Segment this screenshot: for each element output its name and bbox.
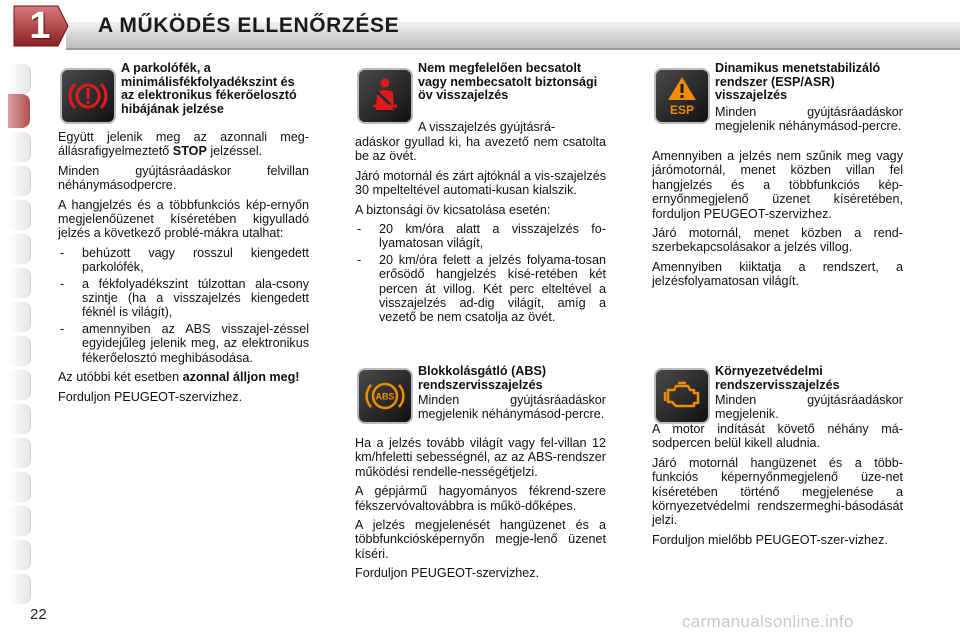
abs-warning-icon — [357, 368, 413, 424]
text: Együtt jelenik meg az azonnali meg-állásrafigyelmeztető — [58, 130, 309, 159]
esp-icon-label: ESP — [669, 103, 695, 117]
side-tab-active[interactable] — [8, 94, 30, 128]
side-tab[interactable] — [8, 472, 31, 502]
problem-list — [58, 246, 309, 365]
side-tab[interactable] — [8, 234, 31, 264]
page-title: A MŰKÖDÉS ELLENŐRZÉSE — [98, 14, 400, 37]
paragraph: Forduljon mielőbb PEUGEOT-szer-vizhez. — [652, 532, 888, 547]
paragraph: Járó motornál, menet közben a rend-szerbekapcsolásakor a jelzés villog. — [652, 226, 903, 255]
seatbelt-warning-icon — [357, 68, 413, 124]
text: jelzéssel. — [206, 144, 263, 159]
side-tab[interactable] — [8, 404, 31, 434]
text: Az utóbbi két esetben — [58, 370, 183, 385]
column-2-seatbelt-body — [355, 135, 606, 330]
side-chapter-tabs — [0, 56, 34, 616]
esp-warning-icon — [654, 68, 710, 124]
stop-now-keyword: azonnal álljon meg! — [182, 370, 300, 385]
paragraph: A jelzés megjelenését hangüzenet és a többfunkciósképernyőn megje-lenő üzenet kíséri. — [355, 518, 606, 561]
header-rule — [66, 48, 960, 50]
side-tab[interactable] — [8, 132, 31, 162]
abs-intro: Minden gyújtásráadáskor megjelenik néhánymásod-percre. — [418, 393, 606, 421]
side-tab[interactable] — [8, 506, 31, 536]
paragraph: Forduljon PEUGEOT-szervizhez. — [355, 566, 540, 581]
paragraph: Amennyiben kiiktatja a rendszert, a jelzésfolyamatosan világít. — [652, 259, 903, 289]
engine-intro: Minden gyújtásráadáskor megjelenik. — [715, 393, 903, 421]
side-tab[interactable] — [8, 438, 31, 468]
list-item: - a fékfolyadékszint túlzottan ala-csony szintje (ha a visszajelzés kiengedett féknél is világít), — [58, 277, 309, 320]
seatbelt-title: Nem megfelelően becsatolt vagy nembecsatolt biztonsági öv visszajelzés — [418, 61, 598, 103]
paragraph: A biztonsági öv kicsatolása esetén: — [355, 202, 551, 217]
paragraph: Amennyiben a jelzés nem szűnik meg vagy járómotornál, menet közben villan fel hangjelzés és a többfunkciós kép-ernyőnmegjelenő üzenet kíséretében, forduljon PEUGEOT-szervizhez. — [652, 149, 903, 221]
paragraph: Járó motornál hangüzenet és a több-funkciós képernyőnmegjelenő üze-net kíséretében történő megjelenése a környezetvédelmi rendszermeghi-básodását jelzi. — [652, 455, 903, 528]
esp-title: Dinamikus menetstabilizáló rendszer (ESP/ASR) visszajelzés — [715, 61, 881, 103]
list-item: - amennyiben az ABS visszajel-zéssel egyidejűleg jelenik meg, az elektronikus fékerőelosztó meghibásodása. — [58, 322, 309, 365]
side-tab[interactable] — [8, 574, 31, 604]
page-number: 22 — [30, 606, 47, 623]
esp-intro: Minden gyújtásráadáskor megjelenik néhánymásod-percre. — [715, 105, 903, 133]
column-3-esp-body — [652, 149, 903, 294]
paragraph: Járó motornál és zárt ajtóknál a vis-szajelzés 30 mpelteltével automati-kusan kialszik. — [355, 168, 606, 198]
side-tab[interactable] — [8, 64, 31, 94]
side-tab[interactable] — [8, 166, 31, 196]
chapter-number: 1 — [29, 5, 51, 47]
side-tab[interactable] — [8, 370, 31, 400]
list-item: - 20 km/óra alatt a visszajelzés fo-lyamatosan világít, — [355, 222, 606, 251]
side-tab[interactable] — [8, 200, 31, 230]
seatbelt-intro: A visszajelzés gyújtásrá- — [418, 120, 556, 134]
column-2-abs-body — [355, 436, 606, 586]
column-3-engine-body — [652, 422, 903, 552]
paragraph: A hangjelzés és a többfunkciós kép-ernyőn megjelenőüzenet kíséretében kigyulladó jelzés a következő problé-mákra utalhat: — [58, 197, 309, 241]
engine-title: Környezetvédelmi rendszervisszajelzés — [715, 364, 840, 392]
paragraph: Forduljon PEUGEOT-szervizhez. — [58, 389, 243, 404]
paragraph: A gépjármű hagyományos fékrend-szere fékszervóvaltovábbra is műkö-dőképes. — [355, 484, 606, 513]
page-header — [0, 0, 960, 52]
engine-warning-icon — [654, 368, 710, 424]
seatbelt-list — [355, 222, 606, 325]
paragraph: Ha a jelzés tovább világít vagy fel-villan 12 km/hfeletti sebességnél, az az ABS-rendszer működési rendelle-nességétjelzi. — [355, 436, 606, 479]
side-tab[interactable] — [8, 268, 31, 298]
paragraph: Minden gyújtásráadáskor felvillan néhánymásodpercre. — [58, 163, 309, 193]
side-tab[interactable] — [8, 302, 31, 332]
stop-keyword: STOP — [172, 144, 207, 159]
paragraph: A motor indítását követő néhány má-sodpercen belül kikell aludnia. — [652, 422, 903, 451]
list-item: - behúzott vagy rosszul kiengedett parkolófék, — [58, 246, 309, 275]
paragraph: adáskor gyullad ki, ha avezető nem csatolta be az övét. — [355, 135, 606, 164]
side-tab[interactable] — [8, 540, 31, 570]
paragraph — [58, 130, 309, 159]
parking-brake-title: A parkolófék, a minimálisfékfolyadékszint és az elektronikus fékerőelosztó hibájának jelzése — [121, 61, 297, 116]
parking-brake-warning-icon — [60, 68, 116, 124]
side-tab[interactable] — [8, 336, 31, 366]
abs-title: Blokkolásgátló (ABS) rendszervisszajelzés — [418, 364, 547, 392]
abs-icon-label: ABS — [375, 391, 395, 402]
watermark: carmanualsonline.info — [682, 612, 854, 631]
list-item: - 20 km/óra felett a jelzés folyama-tosan erősödő hangjelzés kísé-retében két percen át villog. Két perc elteltével a visszajelzés ad-dig világít, amíg a vezető be nem csatolja az övét. — [355, 253, 606, 325]
paragraph — [58, 370, 309, 384]
column-1-body — [58, 130, 309, 409]
